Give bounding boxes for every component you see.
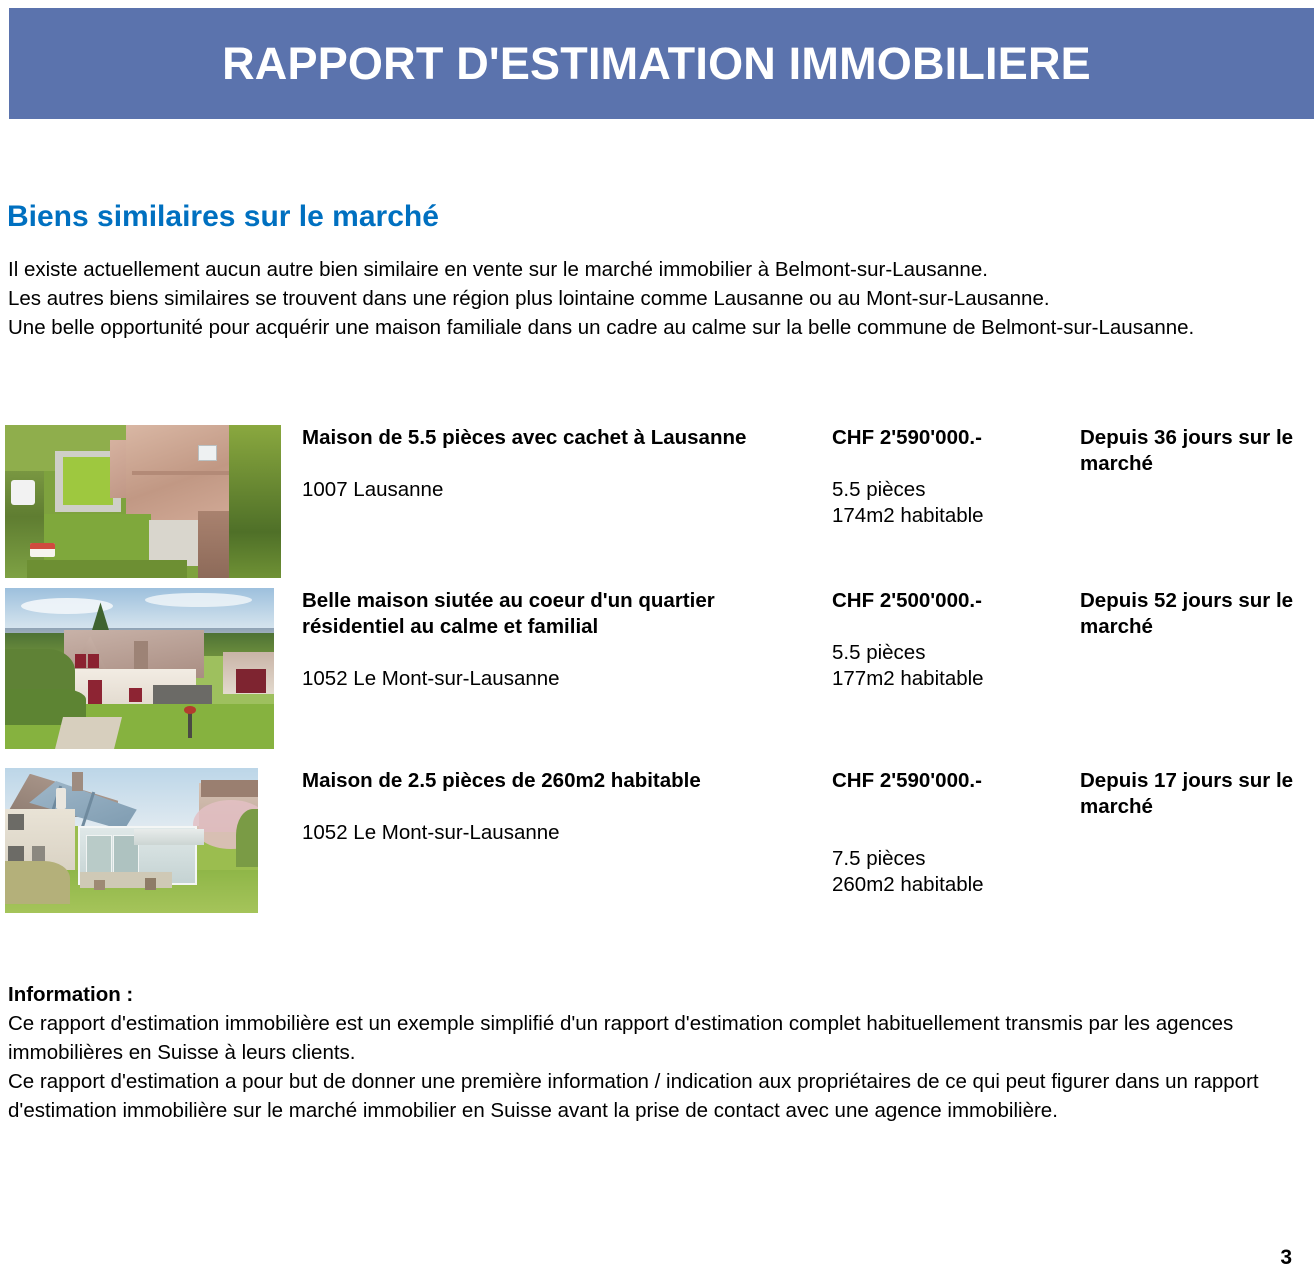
property-rooms: 5.5 pièces: [832, 478, 926, 501]
property-area: 174m2 habitable: [832, 504, 984, 527]
property-thumbnail-3[interactable]: [5, 768, 274, 913]
intro-line-1: Il existe actuellement aucun autre bien similaire en vente sur le marché immobilier à Belmont-sur-Lausanne.: [8, 258, 988, 281]
information-paragraph-2: Ce rapport d'estimation a pour but de donner une première information / indication aux propriétaires de ce qui peut figurer dans un rapport d'estimation immobilière sur le marché immobilier en Suisse avant la prise de contact avec une agence immobilière.: [8, 1070, 1259, 1122]
property-price: CHF 2'590'000.-: [832, 769, 982, 792]
property-address: 1052 Le Mont-sur-Lausanne: [302, 667, 560, 690]
information-block: [8, 980, 1298, 1125]
property-address: 1007 Lausanne: [302, 478, 444, 501]
property-title: Maison de 2.5 pièces de 260m2 habitable: [302, 769, 701, 792]
property-days-on-market: Depuis 52 jours sur le marché: [1080, 589, 1294, 638]
similar-properties-list: [0, 425, 1314, 918]
property-title: Maison de 5.5 pièces avec cachet à Lausanne: [302, 426, 747, 449]
list-item: [0, 588, 1314, 768]
aerial-view-house-image: [5, 425, 281, 578]
report-header-banner: [9, 8, 1314, 119]
property-price-column-1: [832, 425, 1062, 529]
property-text-2: [302, 588, 817, 692]
property-days-on-market: Depuis 17 jours sur le marché: [1080, 769, 1294, 818]
property-days-on-market: Depuis 36 jours sur le marché: [1080, 426, 1294, 475]
property-price: CHF 2'500'000.-: [832, 589, 982, 612]
section-heading: Biens similaires sur le marché: [7, 199, 439, 233]
list-item: [0, 768, 1314, 918]
property-price-column-3: [832, 768, 1062, 898]
property-address: 1052 Le Mont-sur-Lausanne: [302, 821, 560, 844]
property-area: 177m2 habitable: [832, 667, 984, 690]
page-title: RAPPORT D'ESTIMATION IMMOBILIERE: [222, 37, 1091, 89]
house-with-red-shutters-image: [5, 588, 274, 749]
list-item: [0, 425, 1314, 588]
property-text-1: [302, 425, 822, 503]
page-number: 3: [1280, 1246, 1292, 1269]
intro-line-2: Les autres biens similaires se trouvent dans une région plus lointaine comme Lausanne ou au Mont-sur-Lausanne.: [8, 287, 1050, 310]
property-thumbnail-1[interactable]: [5, 425, 281, 578]
intro-line-3: Une belle opportunité pour acquérir une maison familiale dans un cadre au calme sur la belle commune de Belmont-sur-Lausanne.: [8, 316, 1195, 339]
property-rooms: 7.5 pièces: [832, 847, 926, 870]
property-area: 260m2 habitable: [832, 873, 984, 896]
property-text-3: [302, 768, 817, 846]
intro-paragraph: [8, 255, 1298, 342]
information-label: Information :: [8, 983, 134, 1006]
property-price-column-2: [832, 588, 1062, 692]
house-with-solar-panels-image: [5, 768, 274, 913]
property-thumbnail-2[interactable]: [5, 588, 274, 749]
property-title: Belle maison siutée au coeur d'un quartier résidentiel au calme et familial: [302, 589, 715, 638]
information-paragraph-1: Ce rapport d'estimation immobilière est un exemple simplifié d'un rapport d'estimation complet habituellement transmis par les agences immobilières en Suisse à leurs clients.: [8, 1012, 1234, 1064]
property-rooms: 5.5 pièces: [832, 641, 926, 664]
property-price: CHF 2'590'000.-: [832, 426, 982, 449]
